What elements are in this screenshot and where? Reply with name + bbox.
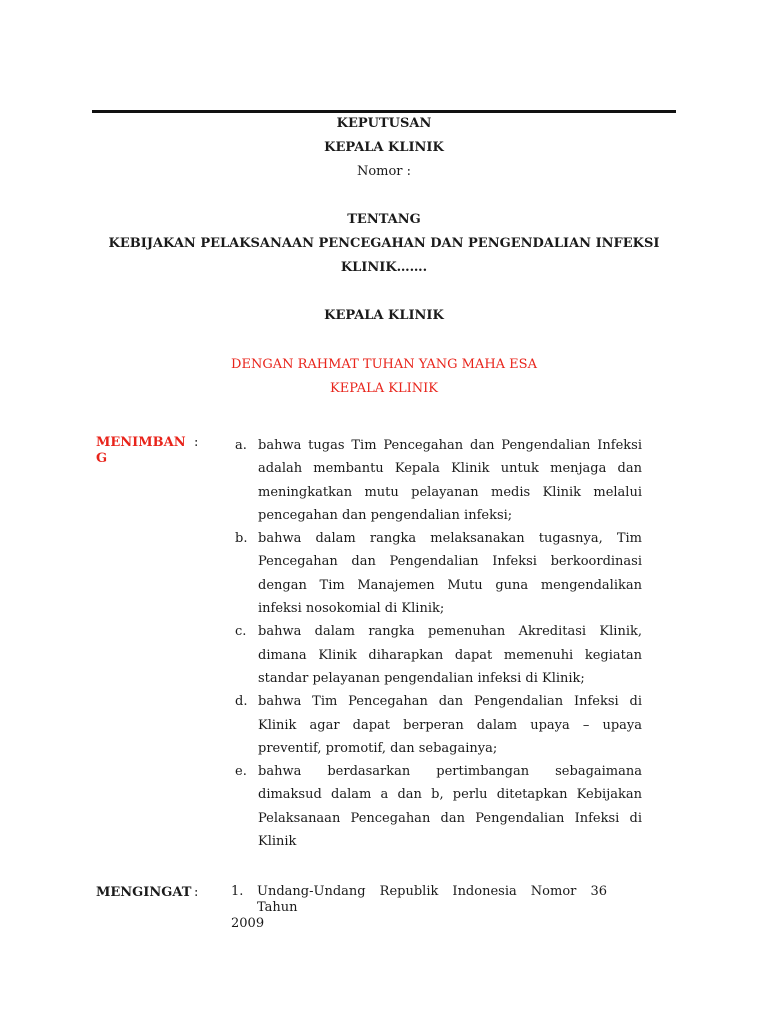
list-marker: c. (235, 624, 247, 640)
invocation-line-2: KEPALA KLINIK (330, 381, 438, 396)
tentang-heading: TENTANG (347, 212, 421, 227)
mengingat-label: MENGINGAT (96, 885, 192, 900)
menimbang-list (230, 434, 642, 853)
mengingat-item (231, 884, 607, 932)
menimbang-label-line-1: MENIMBAN (96, 435, 186, 450)
list-item (230, 620, 642, 690)
mengingat-marker: 1. (231, 884, 244, 899)
document-title: KEPUTUSAN (336, 116, 432, 131)
list-item-text: bahwa berdasarkan pertimbangan sebagaimana dimaksud dalam a dan b, perlu ditetapkan Kebijakan Pelaksanaan Pencegahan dan Pengendalian Infeksi di Klinik (258, 764, 642, 850)
list-item-text: bahwa dalam rangka pemenuhan Akreditasi Klinik, dimana Klinik diharapkan dapat memenuhi kegiatan standar pelayanan pengendalian infeksi di Klinik; (258, 624, 642, 686)
subject-line-1: KEBIJAKAN PELAKSANAAN PENCEGAHAN DAN PENGENDALIAN INFEKSI (108, 236, 660, 251)
list-item (230, 760, 642, 853)
list-marker: e. (235, 764, 247, 780)
invocation-line-1: DENGAN RAHMAT TUHAN YANG MAHA ESA (231, 357, 537, 372)
list-marker: a. (235, 438, 247, 453)
document-number: Nomor : (356, 164, 412, 179)
header-rule (92, 110, 676, 113)
authority-heading: KEPALA KLINIK (324, 308, 444, 323)
list-item-text: bahwa Tim Pencegahan dan Pengendalian Infeksi di Klinik agar dapat berperan dalam upaya – upaya preventif, promotif, dan sebagainya; (258, 694, 642, 756)
menimbang-label (96, 435, 186, 467)
list-item-text: bahwa tugas Tim Pencegahan dan Pengendalian Infeksi adalah membantu Kepala Klinik untuk menjaga dan meningkatkan mutu pelayanan medis Klinik melalui pencegahan dan pengendalian infeksi; (258, 438, 642, 523)
mengingat-colon: : (194, 885, 199, 900)
menimbang-colon: : (194, 435, 199, 450)
mengingat-text-line-2: 2009 (231, 916, 265, 931)
mengingat-text-line-1: Undang-Undang Republik Indonesia Nomor 36 Tahun (257, 884, 607, 915)
list-item (230, 690, 642, 760)
menimbang-label-line-2: G (96, 451, 108, 466)
list-item-text: bahwa dalam rangka melaksanakan tugasnya, Tim Pencegahan dan Pengendalian Infeksi berkoordinasi dengan Tim Manajemen Mutu guna mengendalikan infeksi nosokomial di Klinik; (258, 531, 642, 617)
list-marker: b. (235, 531, 248, 547)
document-issuer: KEPALA KLINIK (324, 140, 444, 155)
list-item (230, 527, 642, 620)
subject-line-2: KLINIK……. (340, 260, 428, 275)
list-marker: d. (235, 694, 248, 710)
list-item (230, 434, 642, 527)
